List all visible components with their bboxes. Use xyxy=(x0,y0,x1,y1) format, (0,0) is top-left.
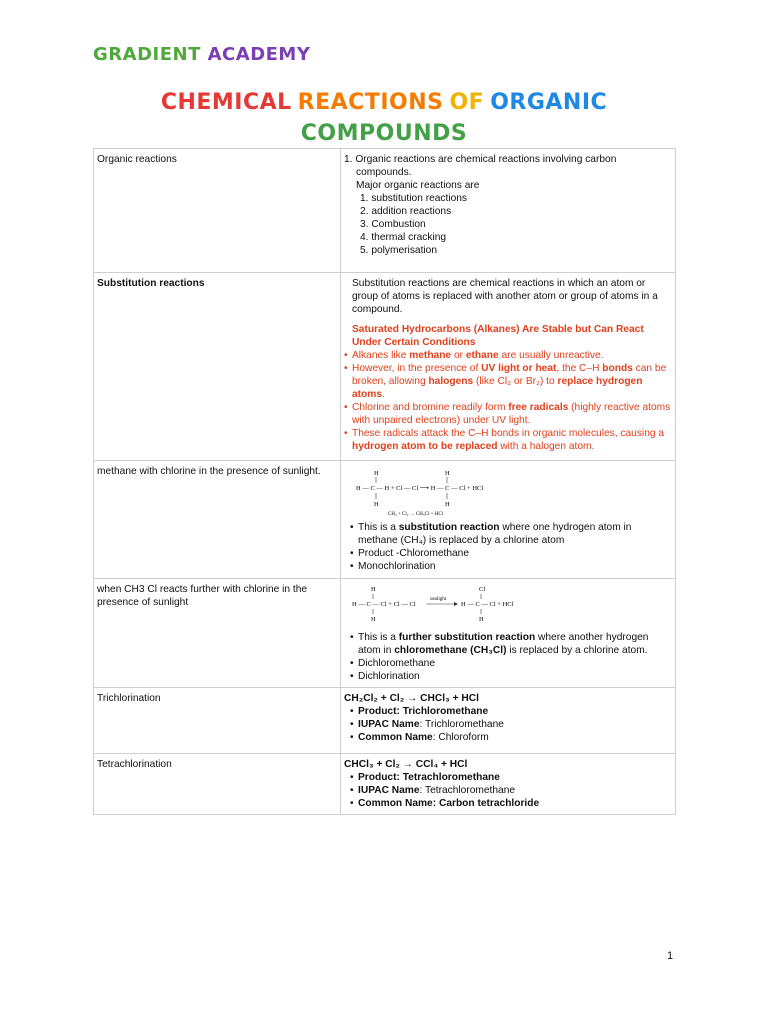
list-item xyxy=(344,427,672,453)
bullet: • xyxy=(350,719,354,730)
list-item xyxy=(344,705,672,718)
page-title-line-2 xyxy=(0,121,768,146)
academy-word-1: GRADIENT xyxy=(93,44,201,65)
bullet: • xyxy=(350,561,354,572)
row-content-trichlorination xyxy=(341,688,676,754)
list-item xyxy=(344,521,672,547)
list-item xyxy=(344,547,672,560)
title-word-reactions: REACTIONS xyxy=(297,90,444,115)
eq-arrow-label: sunlight xyxy=(430,597,447,602)
bullet: • xyxy=(350,732,354,743)
bullet-text: These radicals attack the C–H bonds in organic molecules, causing a hydrogen atom to be replaced with a halogen atom. xyxy=(352,428,665,452)
list-item xyxy=(344,349,672,362)
list-item: 5. polymerisation xyxy=(360,245,438,256)
bullet-text: Alkanes like methane or ethane are usually unreactive. xyxy=(352,350,604,361)
bullet: • xyxy=(350,522,354,533)
bullet: • xyxy=(350,706,354,717)
eq-h-bottom-left: H xyxy=(374,501,379,508)
bullet-text: Dichloromethane xyxy=(358,658,436,669)
bullet-text: However, in the presence of UV light or heat, the C–H bonds can be broken, allowing halogens (like Cl₂ or Br₂) to replace hydrogen atoms. xyxy=(352,363,667,400)
table-row xyxy=(94,273,676,461)
bullet-text: Common Name: Carbon tetrachloride xyxy=(358,798,540,809)
tetrachlorination-equation xyxy=(344,758,672,771)
further-substitution-bullets xyxy=(344,631,672,683)
methane-chlorination-equation xyxy=(344,465,514,517)
tetrachlorination-bullets xyxy=(344,771,672,810)
reactions-table xyxy=(93,148,676,815)
row-label-methane-chlorine: methane with chlorine in the presence of sunlight. xyxy=(94,461,341,579)
eq-h-bottom-right: H xyxy=(479,616,484,623)
bullet-text: This is a further substitution reaction where another hydrogen atom in chloromethane (CH₃Cl) is replaced by a chlorine atom. xyxy=(358,632,649,656)
title-word-compounds: COMPOUNDS xyxy=(300,121,468,146)
bullet-text: IUPAC Name: Tetrachloromethane xyxy=(358,785,516,796)
title-word-organic: ORGANIC xyxy=(490,90,608,115)
eq-h-top: H xyxy=(371,586,376,593)
bullet-text: Chlorine and bromine readily form free radicals (highly reactive atoms with unpaired electrons) under UV light. xyxy=(352,402,671,426)
list-item xyxy=(344,797,672,810)
table-row xyxy=(94,688,676,754)
page-title-line-1 xyxy=(0,90,768,115)
list-item xyxy=(344,670,672,683)
eq-condensed: CH₄ + Cl₂ → CH₃Cl + HCl xyxy=(388,512,444,517)
bullet: • xyxy=(344,363,348,374)
table-row xyxy=(94,461,676,579)
methane-bullets xyxy=(344,521,672,573)
row-content-organic-reactions xyxy=(341,149,676,273)
list-item xyxy=(344,784,672,797)
bullet: • xyxy=(350,785,354,796)
eq-cl-top: Cl xyxy=(479,586,486,593)
list-item: 2. addition reactions xyxy=(360,206,452,217)
eq-h-top-left: H xyxy=(374,470,379,477)
bullet-text: Product: Trichloromethane xyxy=(358,706,489,717)
major-reactions-heading: Major organic reactions are xyxy=(356,180,480,191)
list-item xyxy=(344,401,672,427)
bullet: • xyxy=(350,658,354,669)
eq-h-bottom-left: H xyxy=(371,616,376,623)
list-item: 4. thermal cracking xyxy=(360,232,447,243)
eq-main-row: H — C — H + Cl — Cl ⟶ H — C — Cl + HCl xyxy=(356,485,484,492)
academy-header xyxy=(93,44,310,65)
list-item xyxy=(344,731,672,744)
substitution-definition: Substitution reactions are chemical reactions in which an atom or group of atoms is replaced with another atom or group of atoms in a compound. xyxy=(352,278,658,315)
chloromethane-chlorination-equation xyxy=(344,583,534,627)
bullet-text: This is a substitution reaction where one hydrogen atom in methane (CH₄) is replaced by a chlorine atom xyxy=(358,522,632,546)
bullet: • xyxy=(350,632,354,643)
intro-line: 1. Organic reactions are chemical reactions involving carbon xyxy=(344,154,617,165)
bullet: • xyxy=(344,350,348,361)
row-label-organic-reactions: Organic reactions xyxy=(94,149,341,273)
row-label-trichlorination: Trichlorination xyxy=(94,688,341,754)
equation-text: CH₂Cl₂ + Cl₂ → CHCl₃ + HCl xyxy=(344,693,479,704)
trichlorination-bullets xyxy=(344,705,672,744)
row-label-tetrachlorination: Tetrachlorination xyxy=(94,754,341,815)
list-item: 3. Combustion xyxy=(360,219,426,230)
alkanes-heading xyxy=(344,323,672,349)
row-content-substitution xyxy=(341,273,676,461)
intro-line-2: compounds. xyxy=(356,167,412,178)
table-row xyxy=(94,579,676,688)
list-item xyxy=(344,657,672,670)
eq-right-side: H — C — Cl + HCl xyxy=(461,601,514,608)
eq-h-bottom-right: H xyxy=(445,501,450,508)
eq-h-top-right: H xyxy=(445,470,450,477)
row-label-further-chlorination: when CH3 Cl reacts further with chlorine in the presence of sunlight xyxy=(94,579,341,688)
eq-left-side: H — C — Cl + Cl — Cl xyxy=(352,601,416,608)
bullet: • xyxy=(344,428,348,439)
academy-word-2: ACADEMY xyxy=(207,44,311,65)
alkanes-heading-text: Saturated Hydrocarbons (Alkanes) Are Stable but Can React Under Certain Conditions xyxy=(352,324,644,348)
list-item: 1. substitution reactions xyxy=(360,193,468,204)
row-content-methane-chlorine xyxy=(341,461,676,579)
row-label-text: Substitution reactions xyxy=(97,278,205,289)
row-content-further-chlorination xyxy=(341,579,676,688)
list-item xyxy=(344,771,672,784)
trichlorination-equation xyxy=(344,692,672,705)
title-word-of: OF xyxy=(449,90,485,115)
bullet: • xyxy=(350,772,354,783)
list-item xyxy=(344,362,672,401)
table-row xyxy=(94,754,676,815)
bullet: • xyxy=(350,798,354,809)
bullet: • xyxy=(350,671,354,682)
list-item xyxy=(344,718,672,731)
reaction-type-list xyxy=(344,192,672,257)
row-content-tetrachlorination xyxy=(341,754,676,815)
title-word-chemical: CHEMICAL xyxy=(160,90,292,115)
bullet-text: Common Name: Chloroform xyxy=(358,732,489,743)
bullet: • xyxy=(350,548,354,559)
table-row xyxy=(94,149,676,273)
list-item xyxy=(344,560,672,573)
list-item xyxy=(344,631,672,657)
bullet-text: IUPAC Name: Trichloromethane xyxy=(358,719,504,730)
bullet: • xyxy=(344,402,348,413)
bullet-text: Monochlorination xyxy=(358,561,436,572)
bullet-text: Product: Tetrachloromethane xyxy=(358,772,500,783)
bullet-text: Product -Chloromethane xyxy=(358,548,469,559)
row-label-substitution xyxy=(94,273,341,461)
bullet-text: Dichlorination xyxy=(358,671,420,682)
equation-text: CHCl₃ + Cl₂ → CCl₄ + HCl xyxy=(344,759,468,770)
page-number: 1 xyxy=(667,950,674,962)
